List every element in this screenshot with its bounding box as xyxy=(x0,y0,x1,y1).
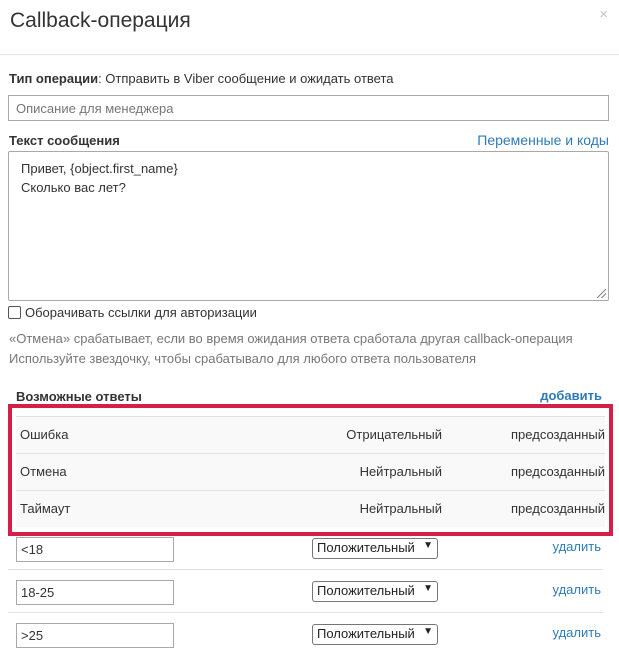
chevron-down-icon: ▼ xyxy=(423,583,433,594)
answer-type-selected: Положительный xyxy=(317,626,415,641)
answer-type-selected: Положительный xyxy=(317,583,415,598)
delete-answer-link[interactable]: удалить xyxy=(552,625,601,640)
wrap-links-label[interactable]: Оборачивать ссылки для авторизации xyxy=(25,305,257,320)
modal-header xyxy=(0,0,619,55)
operation-type-value: : Отправить в Viber сообщение и ожидать ответа xyxy=(98,71,394,86)
predefined-answer-row xyxy=(16,416,605,453)
operation-type-label: Тип операции xyxy=(9,71,99,86)
hint-cancel: «Отмена» срабатывает, если во время ожидания ответа сработала другая callback-операция xyxy=(9,331,573,346)
message-text: Привет, {object.first_name} Сколько вас лет? xyxy=(21,161,178,195)
delete-answer-link[interactable]: удалить xyxy=(552,582,601,597)
hint-wildcard: Используйте звездочку, чтобы срабатывало для любого ответа пользователя xyxy=(9,351,476,366)
custom-answer-row xyxy=(8,527,603,570)
predefined-answer-row xyxy=(16,453,605,490)
modal-title: Callback-операция xyxy=(10,9,191,32)
answer-status: предсозданный xyxy=(511,464,605,479)
answer-type: Нейтральный xyxy=(359,501,442,516)
answer-value-input[interactable] xyxy=(16,623,174,648)
variables-link[interactable]: Переменные и коды xyxy=(477,132,609,148)
answer-value-input[interactable] xyxy=(16,537,174,562)
resize-grip-icon[interactable] xyxy=(597,289,606,298)
message-label: Текст сообщения xyxy=(9,133,120,148)
chevron-down-icon: ▼ xyxy=(423,626,433,637)
answer-status: предсозданный xyxy=(511,501,605,516)
message-textarea[interactable] xyxy=(8,151,609,301)
description-input[interactable] xyxy=(8,95,609,121)
predefined-answers-highlight xyxy=(8,404,613,536)
answer-name: Таймаут xyxy=(20,501,71,516)
close-icon[interactable]: × xyxy=(599,6,608,23)
answer-value-input[interactable] xyxy=(16,580,174,605)
custom-answer-row xyxy=(8,570,603,613)
delete-answer-link[interactable]: удалить xyxy=(552,539,601,554)
add-answer-link[interactable]: добавить xyxy=(540,388,602,403)
answer-type-select[interactable] xyxy=(312,538,438,559)
answers-title: Возможные ответы xyxy=(16,389,142,404)
answer-type: Нейтральный xyxy=(359,464,442,479)
operation-type xyxy=(9,71,394,86)
custom-answer-row xyxy=(8,613,603,656)
predefined-answer-row xyxy=(16,490,605,527)
answer-name: Ошибка xyxy=(20,427,69,442)
chevron-down-icon: ▼ xyxy=(423,540,433,551)
answer-type: Отрицательный xyxy=(346,427,442,442)
answer-type-select[interactable] xyxy=(312,581,438,602)
answer-type-selected: Положительный xyxy=(317,540,415,555)
wrap-links-row xyxy=(8,305,257,320)
answer-name: Отмена xyxy=(20,464,67,479)
answer-type-select[interactable] xyxy=(312,624,438,645)
wrap-links-checkbox[interactable] xyxy=(8,306,21,319)
answer-status: предсозданный xyxy=(511,427,605,442)
